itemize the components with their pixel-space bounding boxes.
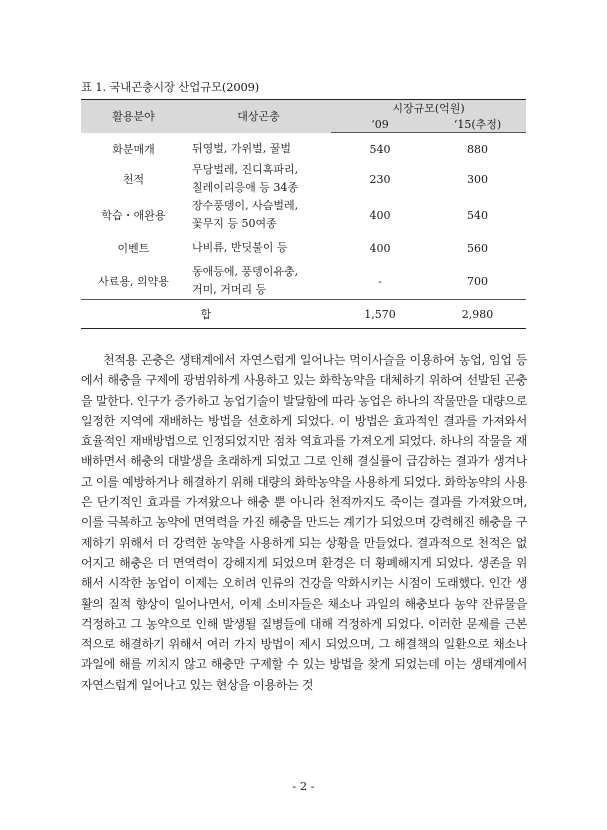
insect-line: 꽃무지 등 50여종 [192, 217, 277, 230]
header-y15: ‘15(추정) [429, 116, 526, 133]
cell-field: 학습・애완용 [101, 209, 166, 222]
cell-insects [186, 197, 331, 233]
cell-y15: 540 [467, 208, 488, 222]
header-field: 활용분야 [81, 100, 186, 133]
body-paragraph: 천적용 곤충은 생태계에서 자연스럽게 일어나는 먹이사슬을 이용하여 농업, 임업 등에서 해충을 구제에 광범위하게 사용하고 있는 화학농약을 대체하기 위하여 선발된 곤충을 말한다. 인구가 증가하고 농업기술이 발달함에 따라 농업은 하나의 작물만을 대량으로 일정한 지역에 재배하는 방법을 선호하게 되었다. 이 방법은 효과적인 결과를 가져와서 효율적인 재배방법으로 인정되었지만 점차 역효과를 가져오게 되었다. 하나의 작물을 재배하면서 해충의 대발생을 초래하게 되었고 그로 인해 결실률이 급감하는 결과가 생겨나고 이를 예방하거나 해결하기 위해 대량의 화학농약을 사용하게 되었다. 화학농약의 사용은 단기적인 효과를 가져왔으나 해충 뿐 아니라 천적까지도 죽이는 결과를 가져왔으며, 이를 극복하고 농약에 면역력을 가진 해충을 만드는 계기가 되었으며 강력해진 해충을 구제하기 위해서 더 강력한 농약을 사용하게 되는 상황을 만들었다. 결과적으로 천적은 없어지고 해충은 더 면역력이 강해지게 되었으며 환경은 더 황폐해지게 되었다. 생존을 위해서 시작한 농업이 이제는 오히려 인류의 건강을 악화시키는 시점이 도래했다. 인간 생활의 질적 향상이 일어나면서, 이제 소비자들은 채소나 과일의 해충보다 농약 잔류물을 걱정하고 그 농약으로 인해 발생될 질병들에 대해 걱정하게 되었다. 이러한 문제를 근본적으로 해결하기 위해서 여러 가지 방법이 제시 되었으며, 그 해결책의 일환으로 채소나 과일에 해를 끼치지 않고 해충만 구제할 수 있는 방법을 찾게 되었는데 이는 생태계에서 자연스럽게 일어나고 있는 현상을 이용하는 것 [81, 353, 527, 692]
cell-insects [186, 233, 331, 263]
cell-y15: 880 [467, 142, 488, 156]
market-size-table [81, 99, 526, 329]
insect-line: 동애등에, 풍뎅이유충, [192, 265, 299, 278]
table-row [81, 133, 526, 162]
header-y09: ‘09 [331, 116, 429, 133]
cell-y09: 400 [369, 241, 391, 255]
table-row [81, 197, 526, 233]
cell-y15: 560 [467, 241, 488, 255]
cell-field: 사료용, 의약용 [98, 275, 169, 288]
cell-y15: 700 [467, 274, 488, 288]
cell-y09: 400 [369, 208, 391, 222]
table-caption: 표 1. 국내곤충시장 산업규모(2009) [81, 80, 259, 94]
cell-insects [186, 263, 331, 300]
cell-insects [186, 133, 331, 162]
cell-field: 화분매개 [112, 142, 155, 156]
total-label: 합 [81, 300, 331, 329]
cell-field: 이벤트 [117, 242, 150, 255]
table-row [81, 263, 526, 300]
cell-y15: 300 [467, 172, 488, 186]
insect-line: 무당벌레, 진디혹파리, [192, 163, 299, 176]
insect-line: 칠레이리응애 등 34종 [192, 181, 298, 194]
header-market: 시장규모(억원) [331, 100, 526, 117]
table-row [81, 161, 526, 197]
cell-y09: 540 [369, 142, 391, 156]
total-y15: 2,980 [429, 300, 526, 329]
body-text [81, 350, 527, 695]
cell-y09: 230 [369, 172, 391, 186]
insect-line: 뒤영벌, 가위벌, 꿀벌 [192, 141, 291, 155]
cell-y09: - [378, 274, 382, 288]
insect-line: 거미, 거머리 등 [192, 283, 267, 296]
header-target: 대상곤충 [186, 100, 331, 133]
insect-line: 나비류, 반딧불이 등 [192, 241, 288, 254]
table-total-row [81, 300, 526, 329]
cell-field: 천적 [122, 173, 145, 186]
total-y09: 1,570 [331, 300, 429, 329]
page-number: - 2 - [292, 779, 315, 793]
insect-line: 장수풍뎅이, 사슴벌레, [192, 199, 299, 212]
cell-insects [186, 161, 331, 197]
table-row [81, 233, 526, 263]
